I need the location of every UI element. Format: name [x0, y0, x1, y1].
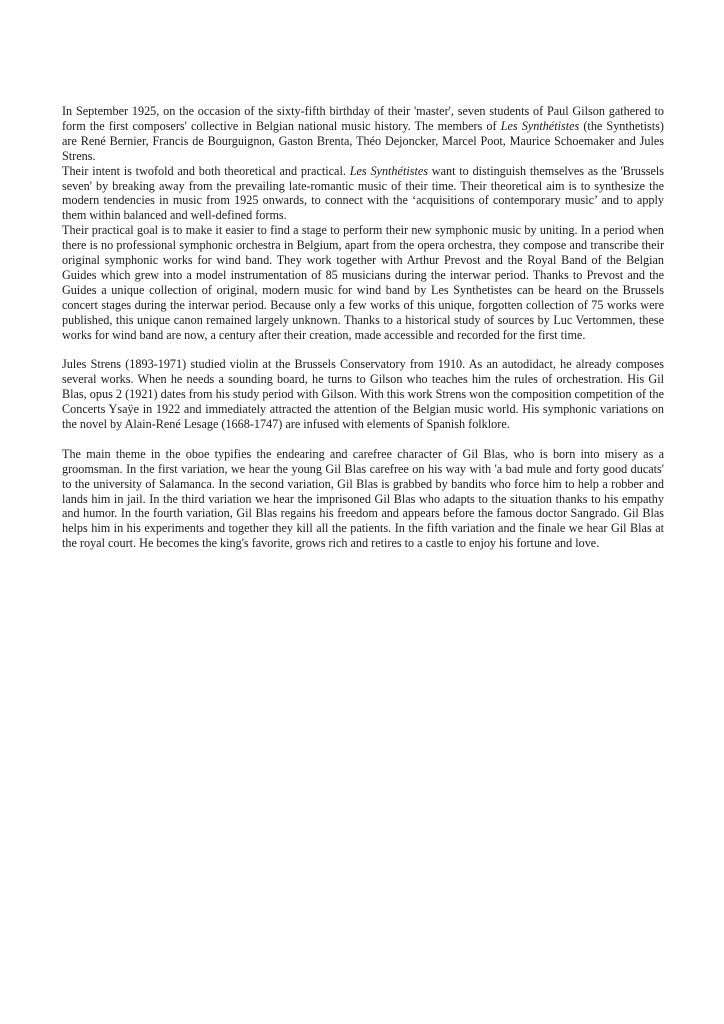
intent-text-start: Their intent is twofold and both theoretical and practical.: [62, 163, 350, 178]
strens-biography-paragraph: Jules Strens (1893-1971) studied violin at the Brussels Conservatory from 1910. As an autodidact, he already composes several works. When he needs a sounding board, he turns to Gilson who teaches him the rules of orchestration. His Gil Blas, opus 2 (1921) dates from his study period with Gilson. With this work Strens won the composition competition of the Concerts Ysaÿe in 1922 and immediately attracted the attention of the Belgian music world. His symphonic variations on the novel by Alain-René Lesage (1668-1747) are infused with elements of Spanish folklore.: [62, 357, 664, 432]
intent-collective-name: Les Synthétistes: [349, 163, 428, 178]
document-body: [62, 104, 664, 551]
intent-paragraph: [62, 164, 664, 224]
intro-text-start: In September 1925, on the occasion of the sixty-fifth birthday of their 'master', seven students of Paul Gilson gathered to form the first composers' collective in Belgian national music history. The members of: [62, 104, 664, 133]
intro-paragraph: [62, 104, 664, 164]
practical-goal-paragraph: Their practical goal is to make it easier to find a stage to perform their new symphonic music by uniting. In a period when there is no professional symphonic orchestra in Belgium, apart from the opera orchestra, they compose and transcribe their original symphonic works for wind band. They work together with Arthur Prevost and the Royal Band of the Belgian Guides which grew into a model instrumentation of 85 musicians during the interwar period. Thanks to Prevost and the Guides a unique collection of original, modern music for wind band by Les Synthetistes can be heard on the Brussels concert stages during the interwar period. Because only a few works of this unique, forgotten collection of 75 works were published, this unique canon remained largely unknown. Thanks to a historical study of sources by Luc Vertommen, these works for wind band are now, a century after their creation, made accessible and recorded for the first time.: [62, 223, 664, 342]
intro-collective-name: Les Synthétistes: [500, 118, 580, 133]
intro-text-end: (the Synthetists) are René Bernier, Francis de Bourguignon, Gaston Brenta, Théo Dejoncker, Marcel Poot, Maurice Schoemaker and Jules Strens.: [62, 118, 664, 163]
intent-text-end: want to distinguish themselves as the 'Brussels seven' by breaking away from the prevailing late-romantic music of their time. Their theoretical aim is to synthesize the modern tendencies in music from 1925 onwards, to connect with the ‘acquisitions of contemporary music’ and to apply them within balanced and well-defined forms.: [62, 163, 664, 223]
gil-blas-variations-paragraph: The main theme in the oboe typifies the endearing and carefree character of Gil Blas, who is born into misery as a groomsman. In the first variation, we hear the young Gil Blas carefree on his way with 'a bad mule and forty good ducats' to the university of Salamanca. In the second variation, Gil Blas is grabbed by bandits who force him to help a robber and lands him in jail. In the third variation we hear the imprisoned Gil Blas who adapts to the situation thanks to his empathy and humor. In the fourth variation, Gil Blas regains his freedom and appears before the famous doctor Sangrado. Gil Blas helps him in his experiments and together they kill all the patients. In the fifth variation and the finale we hear Gil Blas at the royal court. He becomes the king's favorite, grows rich and retires to a castle to enjoy his fortune and love.: [62, 446, 664, 551]
